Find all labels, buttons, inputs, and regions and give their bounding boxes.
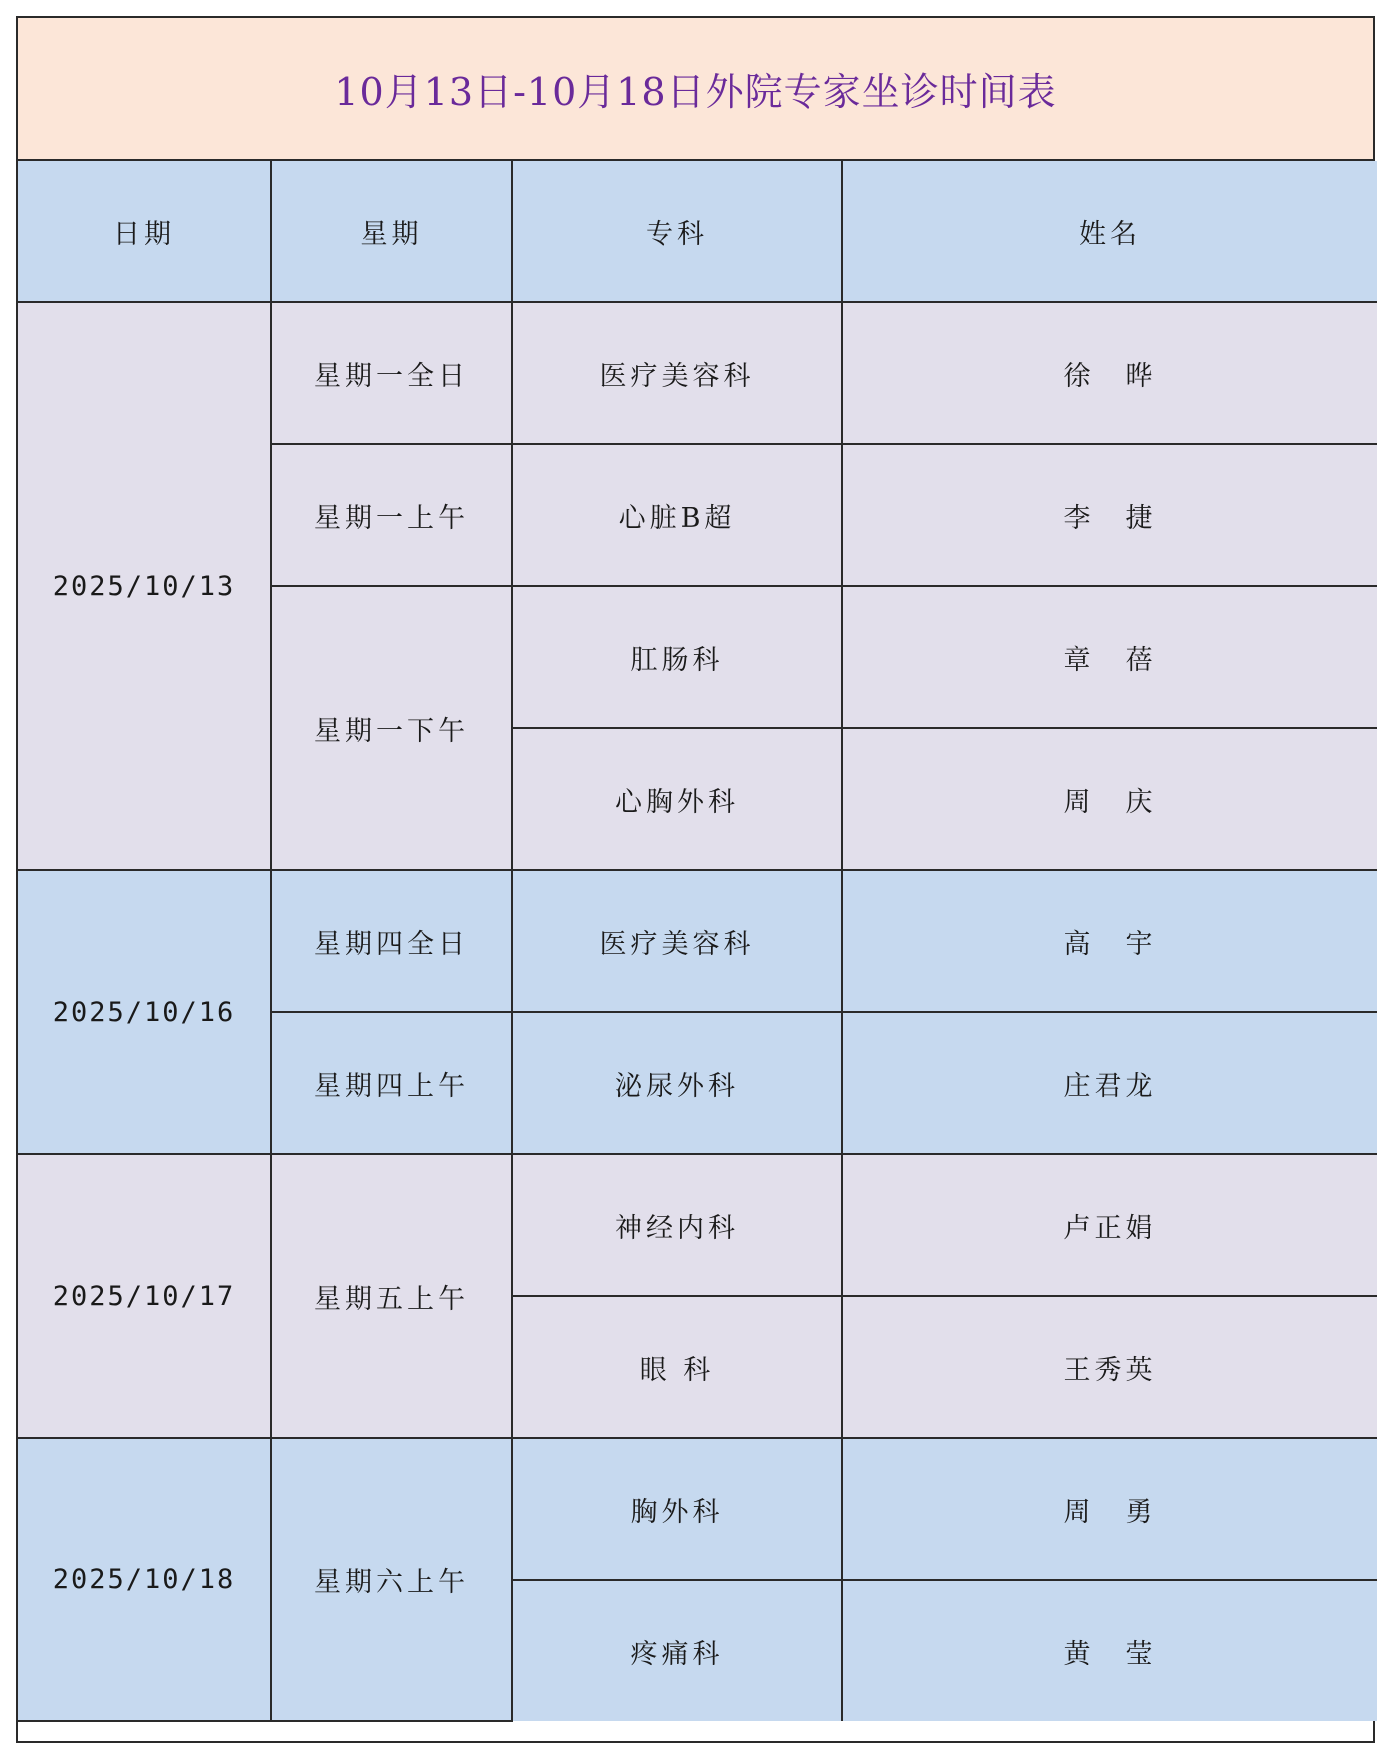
header-specialty: 专科 bbox=[512, 161, 842, 302]
doctor-name-cell: 卢正娟 bbox=[842, 1154, 1377, 1296]
weekday-cell: 星期一上午 bbox=[271, 444, 512, 586]
doctor-name-cell: 周 庆 bbox=[842, 728, 1377, 870]
specialty-cell: 眼 科 bbox=[512, 1296, 842, 1438]
table-row bbox=[18, 1438, 1377, 1580]
specialty-cell: 神经内科 bbox=[512, 1154, 842, 1296]
date-cell: 2025/10/18 bbox=[18, 1438, 271, 1721]
header-row bbox=[18, 161, 1377, 302]
specialty-cell: 心脏B超 bbox=[512, 444, 842, 586]
page-title: 10月13日-10月18日外院专家坐诊时间表 bbox=[334, 70, 1057, 114]
doctor-name-cell: 王秀英 bbox=[842, 1296, 1377, 1438]
date-cell: 2025/10/13 bbox=[18, 302, 271, 870]
specialty-cell: 医疗美容科 bbox=[512, 302, 842, 444]
date-cell: 2025/10/16 bbox=[18, 870, 271, 1154]
weekday-cell: 星期一全日 bbox=[271, 302, 512, 444]
specialty-cell: 肛肠科 bbox=[512, 586, 842, 728]
table-row bbox=[18, 870, 1377, 1012]
weekday-cell: 星期五上午 bbox=[271, 1154, 512, 1438]
specialty-cell: 泌尿外科 bbox=[512, 1012, 842, 1154]
date-cell: 2025/10/17 bbox=[18, 1154, 271, 1438]
weekday-cell: 星期六上午 bbox=[271, 1438, 512, 1721]
specialty-cell: 胸外科 bbox=[512, 1438, 842, 1580]
weekday-cell: 星期四全日 bbox=[271, 870, 512, 1012]
specialty-cell: 医疗美容科 bbox=[512, 870, 842, 1012]
header-date: 日期 bbox=[18, 161, 271, 302]
specialty-cell: 心胸外科 bbox=[512, 728, 842, 870]
doctor-name-cell: 庄君龙 bbox=[842, 1012, 1377, 1154]
doctor-name-cell: 李 捷 bbox=[842, 444, 1377, 586]
schedule-sheet bbox=[16, 16, 1375, 1743]
header-name: 姓名 bbox=[842, 161, 1377, 302]
doctor-name-cell: 章 蓓 bbox=[842, 586, 1377, 728]
doctor-name-cell: 周 勇 bbox=[842, 1438, 1377, 1580]
title-bar bbox=[18, 18, 1373, 161]
weekday-cell: 星期一下午 bbox=[271, 586, 512, 870]
doctor-name-cell: 高 宇 bbox=[842, 870, 1377, 1012]
table-row bbox=[18, 302, 1377, 444]
schedule-table bbox=[18, 161, 1377, 1722]
doctor-name-cell: 徐 晔 bbox=[842, 302, 1377, 444]
weekday-cell: 星期四上午 bbox=[271, 1012, 512, 1154]
doctor-name-cell: 黄 莹 bbox=[842, 1580, 1377, 1721]
table-row bbox=[18, 1154, 1377, 1296]
specialty-cell: 疼痛科 bbox=[512, 1580, 842, 1721]
header-weekday: 星期 bbox=[271, 161, 512, 302]
